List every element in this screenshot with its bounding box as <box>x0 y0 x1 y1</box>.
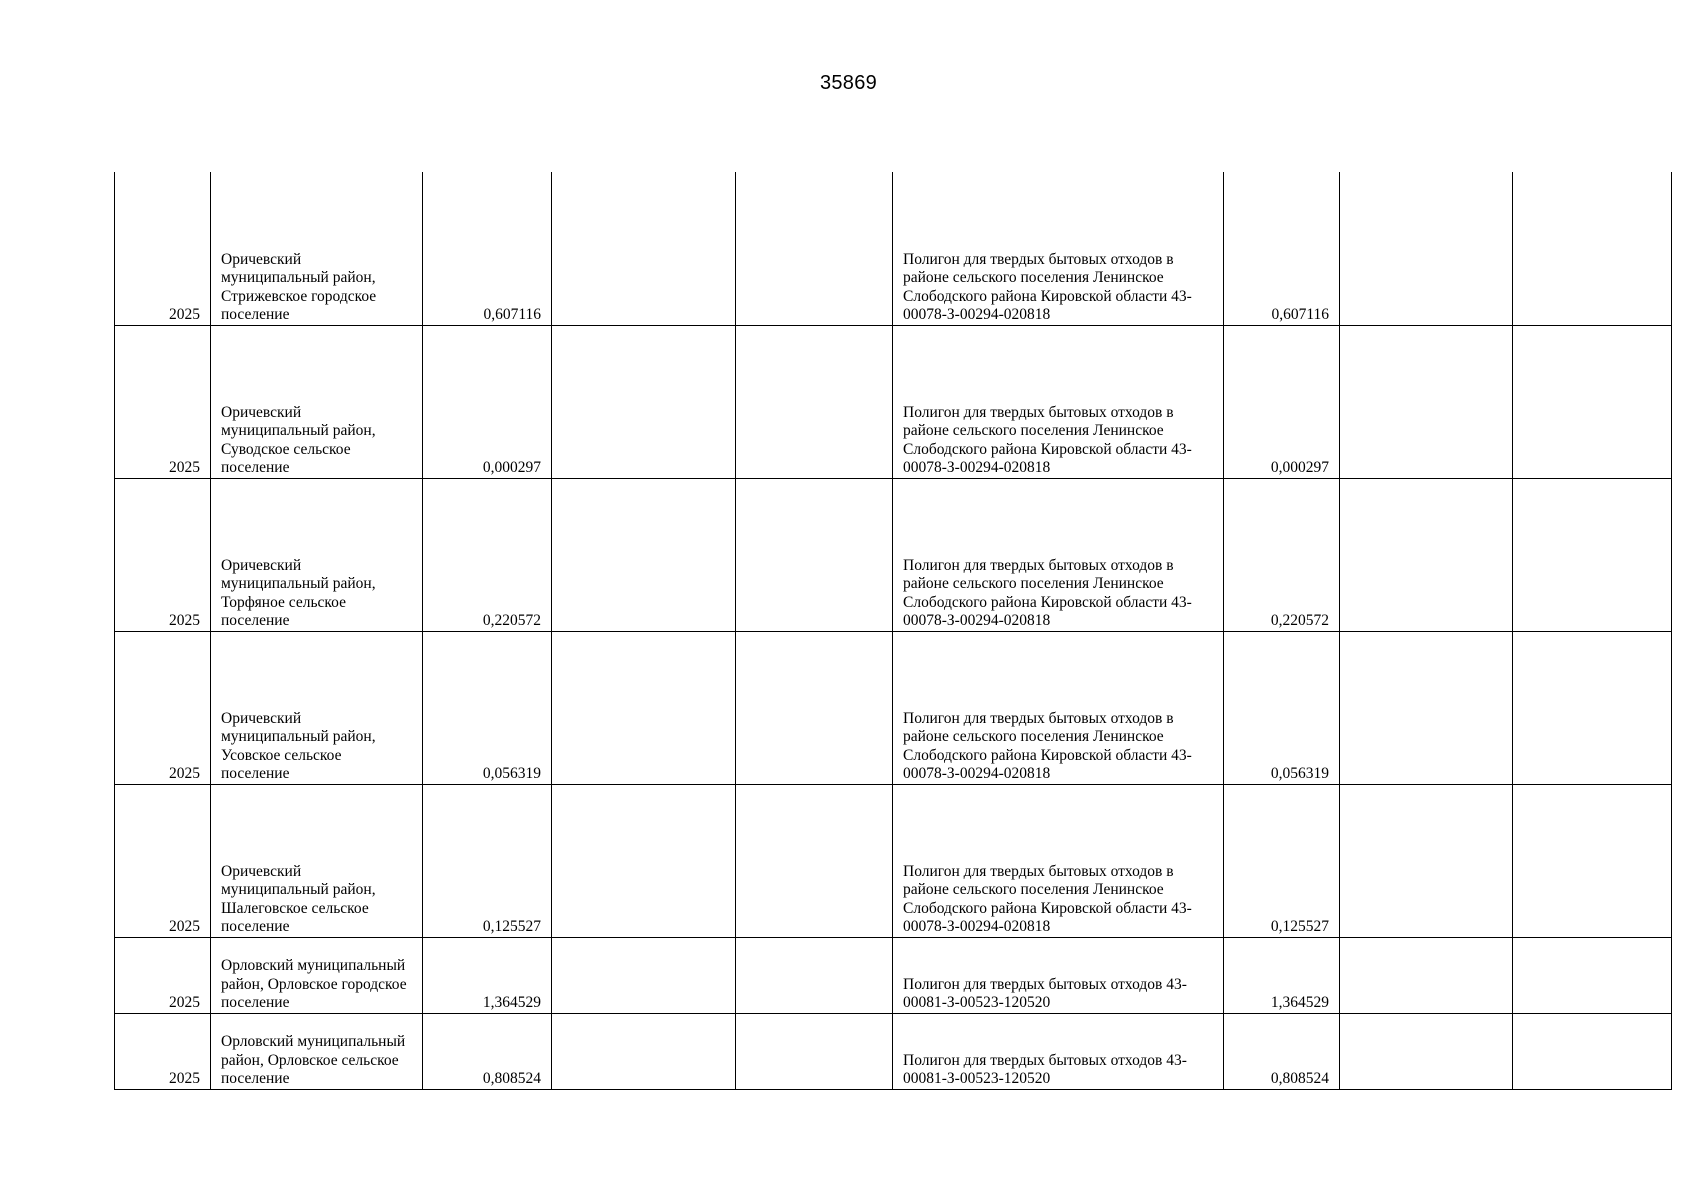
municipality-cell: Орловский муниципальный район, Орловское сельское поселение <box>211 1013 423 1089</box>
empty-cell <box>736 325 893 478</box>
municipality-cell: Оричевский муниципальный район, Шалеговское сельское поселение <box>211 784 423 937</box>
empty-cell <box>1340 631 1513 784</box>
municipality-cell: Оричевский муниципальный район, Стрижевское городское поселение <box>211 172 423 325</box>
year-cell: 2025 <box>115 937 211 1013</box>
facility-cell: Полигон для твердых бытовых отходов 43-00081-З-00523-120520 <box>893 937 1224 1013</box>
empty-cell <box>736 631 893 784</box>
empty-cell <box>1340 784 1513 937</box>
facility-volume-cell: 0,000297 <box>1224 325 1340 478</box>
facility-volume-cell: 1,364529 <box>1224 937 1340 1013</box>
municipality-cell: Оричевский муниципальный район, Суводское сельское поселение <box>211 325 423 478</box>
facility-volume-cell: 0,125527 <box>1224 784 1340 937</box>
empty-cell <box>552 784 736 937</box>
empty-cell <box>552 631 736 784</box>
table-row <box>115 325 1672 478</box>
empty-cell <box>552 172 736 325</box>
page-number: 35869 <box>819 72 878 94</box>
empty-cell <box>736 937 893 1013</box>
empty-cell <box>552 937 736 1013</box>
empty-cell <box>1340 478 1513 631</box>
municipality-cell: Оричевский муниципальный район, Усовское сельское поселение <box>211 631 423 784</box>
facility-cell: Полигон для твердых бытовых отходов в районе сельского поселения Ленинское Слободского района Кировской области 43-00078-З-00294-020818 <box>893 478 1224 631</box>
volume-cell: 0,125527 <box>423 784 552 937</box>
empty-cell <box>1513 631 1672 784</box>
facility-volume-cell: 0,220572 <box>1224 478 1340 631</box>
municipality-cell: Орловский муниципальный район, Орловское городское поселение <box>211 937 423 1013</box>
facility-cell: Полигон для твердых бытовых отходов в районе сельского поселения Ленинское Слободского района Кировской области 43-00078-З-00294-020818 <box>893 631 1224 784</box>
empty-cell <box>1340 325 1513 478</box>
volume-cell: 0,056319 <box>423 631 552 784</box>
year-cell: 2025 <box>115 172 211 325</box>
facility-cell: Полигон для твердых бытовых отходов 43-00081-З-00523-120520 <box>893 1013 1224 1089</box>
empty-cell <box>552 325 736 478</box>
table-row <box>115 478 1672 631</box>
empty-cell <box>552 1013 736 1089</box>
empty-cell <box>1513 325 1672 478</box>
table-row <box>115 1013 1672 1089</box>
empty-cell <box>736 172 893 325</box>
volume-cell: 0,808524 <box>423 1013 552 1089</box>
table-row <box>115 784 1672 937</box>
facility-volume-cell: 0,607116 <box>1224 172 1340 325</box>
municipality-cell: Оричевский муниципальный район, Торфяное сельское поселение <box>211 478 423 631</box>
volume-cell: 0,220572 <box>423 478 552 631</box>
facility-volume-cell: 0,808524 <box>1224 1013 1340 1089</box>
empty-cell <box>736 478 893 631</box>
volume-cell: 1,364529 <box>423 937 552 1013</box>
empty-cell <box>736 1013 893 1089</box>
table-row <box>115 172 1672 325</box>
table-row <box>115 631 1672 784</box>
empty-cell <box>736 784 893 937</box>
waste-data-table <box>114 172 1672 1090</box>
year-cell: 2025 <box>115 631 211 784</box>
year-cell: 2025 <box>115 1013 211 1089</box>
facility-volume-cell: 0,056319 <box>1224 631 1340 784</box>
empty-cell <box>1513 784 1672 937</box>
empty-cell <box>1340 172 1513 325</box>
table-row <box>115 937 1672 1013</box>
facility-cell: Полигон для твердых бытовых отходов в районе сельского поселения Ленинское Слободского района Кировской области 43-00078-З-00294-020818 <box>893 325 1224 478</box>
empty-cell <box>1340 937 1513 1013</box>
empty-cell <box>1513 1013 1672 1089</box>
empty-cell <box>1513 937 1672 1013</box>
facility-cell: Полигон для твердых бытовых отходов в районе сельского поселения Ленинское Слободского района Кировской области 43-00078-З-00294-020818 <box>893 172 1224 325</box>
empty-cell <box>552 478 736 631</box>
empty-cell <box>1340 1013 1513 1089</box>
year-cell: 2025 <box>115 478 211 631</box>
volume-cell: 0,000297 <box>423 325 552 478</box>
year-cell: 2025 <box>115 325 211 478</box>
year-cell: 2025 <box>115 784 211 937</box>
empty-cell <box>1513 172 1672 325</box>
volume-cell: 0,607116 <box>423 172 552 325</box>
facility-cell: Полигон для твердых бытовых отходов в районе сельского поселения Ленинское Слободского района Кировской области 43-00078-З-00294-020818 <box>893 784 1224 937</box>
empty-cell <box>1513 478 1672 631</box>
